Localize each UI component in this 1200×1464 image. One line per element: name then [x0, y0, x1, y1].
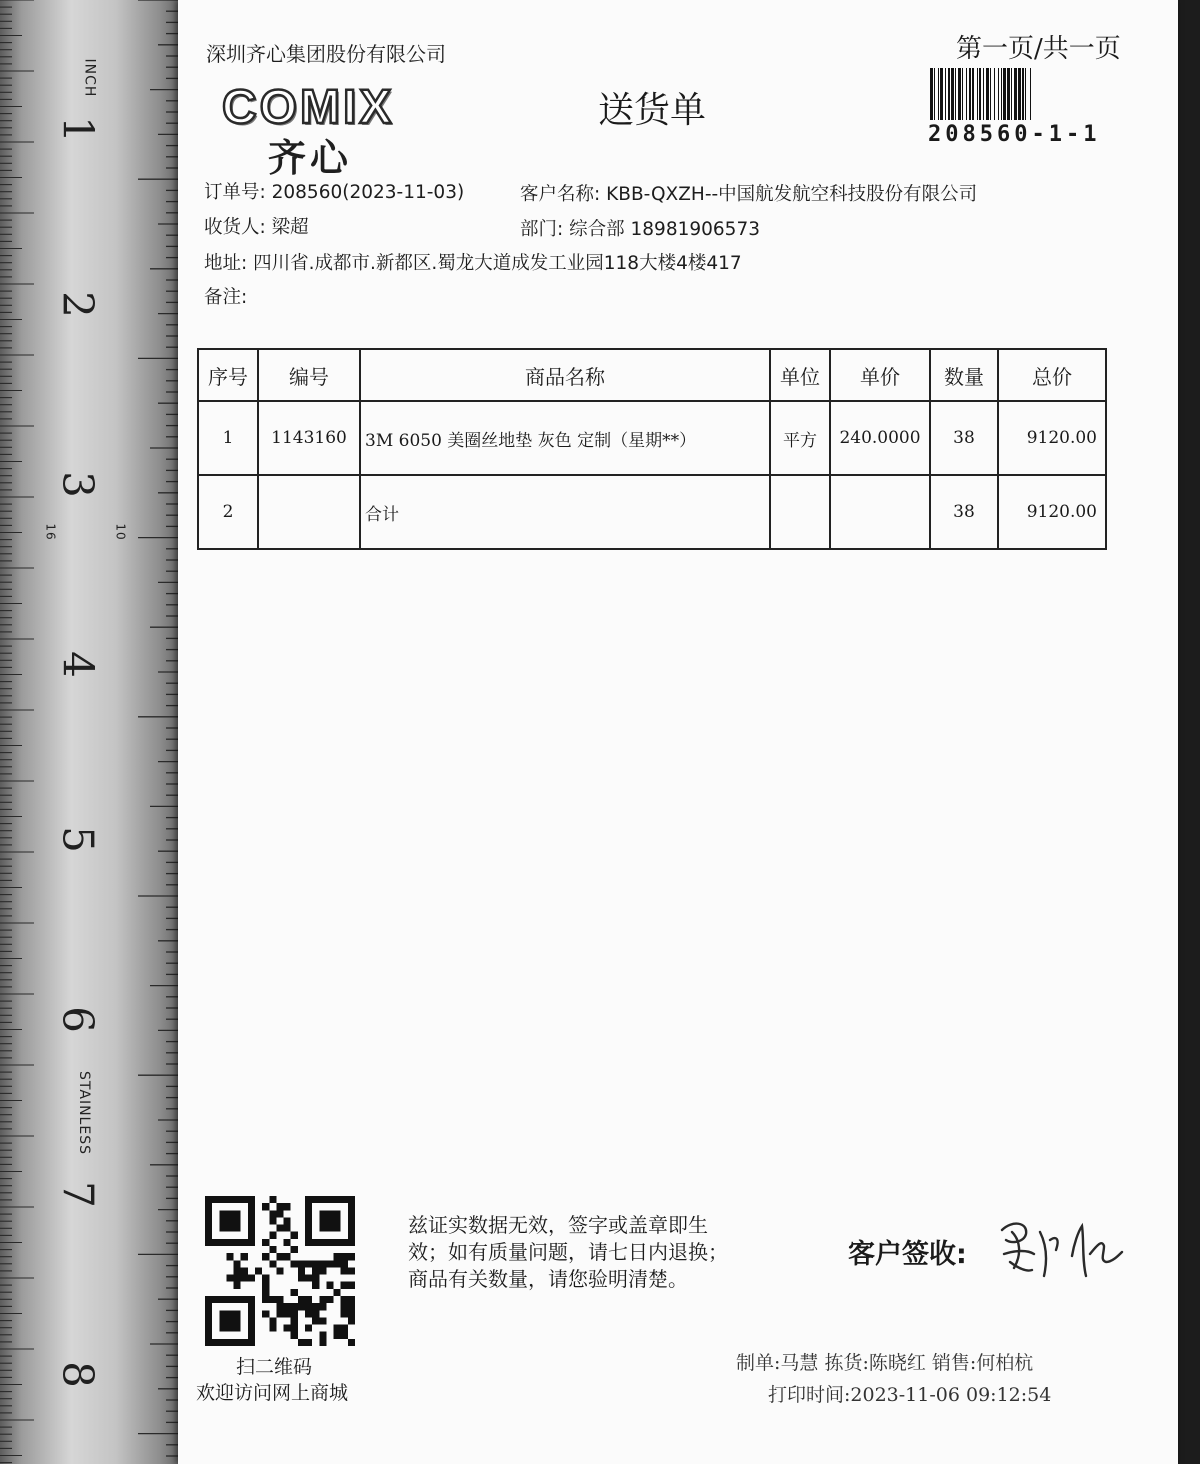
barcode-number: 208560-1-1	[928, 122, 1101, 147]
table-header-row	[198, 349, 1106, 401]
dept-value: 综合部 18981906573	[569, 219, 760, 240]
col-header-index: 序号	[198, 349, 258, 401]
customer-label: 客户名称:	[520, 184, 601, 205]
remarks-label: 备注:	[204, 287, 248, 308]
cell-quantity: 38	[930, 475, 998, 549]
col-header-unit: 单位	[770, 349, 830, 401]
logo-chinese: 齐心	[268, 136, 353, 180]
ruler-brand-label: STAINLESS	[75, 1071, 92, 1155]
ruler-number-4: 4	[53, 651, 103, 678]
cell-index: 2	[198, 475, 258, 549]
qr-caption-visit: 欢迎访问网上商城	[196, 1382, 349, 1404]
ruler-ticks	[0, 0, 178, 1464]
ruler-small-mark-16: 16	[43, 523, 58, 541]
col-header-unit-price: 单价	[830, 349, 930, 401]
document-title: 送货单	[598, 90, 707, 131]
ruler-number-8: 8	[53, 1361, 103, 1388]
ruler-number-5: 5	[53, 826, 103, 853]
cell-unit-price: 240.0000	[830, 401, 930, 475]
receiver-label: 收货人:	[204, 217, 266, 238]
customer-name	[520, 180, 977, 206]
cell-code: 1143160	[258, 401, 360, 475]
barcode-bar	[1031, 68, 1033, 120]
table-row	[198, 401, 1106, 475]
company-name: 深圳齐心集团股份有限公司	[206, 42, 446, 66]
address-label: 地址:	[204, 253, 248, 274]
cell-unit: 平方	[770, 401, 830, 475]
cell-unit-price	[830, 475, 930, 549]
receiver-value: 梁超	[271, 217, 309, 238]
customer-value: KBB-QXZH--中国航发航空科技股份有限公司	[606, 184, 978, 205]
ruler-unit-label: INCH	[81, 58, 98, 98]
cell-product-name: 合计	[360, 475, 770, 549]
ruler-number-3: 3	[53, 471, 103, 498]
signature-label: 客户签收:	[848, 1239, 967, 1270]
col-header-total: 总价	[998, 349, 1106, 401]
delivery-note-paper	[178, 0, 1178, 1464]
ruler-number-6: 6	[53, 1006, 103, 1033]
handwritten-signature	[990, 1210, 1130, 1294]
order-label: 订单号:	[204, 182, 266, 203]
page-info: 第一页/共一页	[956, 34, 1121, 64]
ruler-number-7: 7	[53, 1181, 103, 1208]
table-row-total	[198, 475, 1106, 549]
notice-line-2: 效；如有质量问题，请七日内退换；	[408, 1240, 728, 1264]
dept-label: 部门:	[520, 219, 564, 240]
print-time: 打印时间:2023-11-06 09:12:54	[768, 1384, 1052, 1406]
notice-text	[408, 1212, 728, 1293]
qr-code	[202, 1196, 358, 1346]
department	[520, 215, 760, 241]
items-table	[197, 348, 1107, 550]
col-header-quantity: 数量	[930, 349, 998, 401]
ruler-number-1: 1	[53, 116, 103, 143]
remarks	[204, 283, 247, 309]
address	[204, 249, 742, 275]
order-number	[204, 178, 464, 204]
cell-product-name: 3M 6050 美圈丝地垫 灰色 定制（星期**）	[360, 401, 770, 475]
order-value: 208560(2023-11-03)	[271, 182, 465, 203]
cell-index: 1	[198, 401, 258, 475]
cell-quantity: 38	[930, 401, 998, 475]
receiver	[204, 213, 309, 239]
cell-unit	[770, 475, 830, 549]
ruler-number-2: 2	[53, 291, 103, 318]
cell-code	[258, 475, 360, 549]
barcode	[930, 68, 1120, 120]
staff-info: 制单:马慧 拣货:陈晓红 销售:何柏杭	[736, 1352, 1034, 1374]
address-value: 四川省.成都市.新都区.蜀龙大道成发工业园118大楼4楼417	[253, 253, 742, 274]
ruler-small-mark-10: 10	[113, 523, 128, 541]
notice-line-3: 商品有关数量，请您验明清楚。	[408, 1267, 688, 1291]
qr-caption-scan: 扫二维码	[236, 1356, 313, 1378]
steel-ruler	[0, 0, 178, 1464]
cell-total: 9120.00	[998, 475, 1106, 549]
col-header-code: 编号	[258, 349, 360, 401]
cell-total: 9120.00	[998, 401, 1106, 475]
notice-line-1: 兹证实数据无效，签字或盖章即生	[408, 1213, 708, 1237]
company-logo	[222, 80, 394, 182]
col-header-product-name: 商品名称	[360, 349, 770, 401]
logo-latin: COMIX	[222, 81, 395, 134]
